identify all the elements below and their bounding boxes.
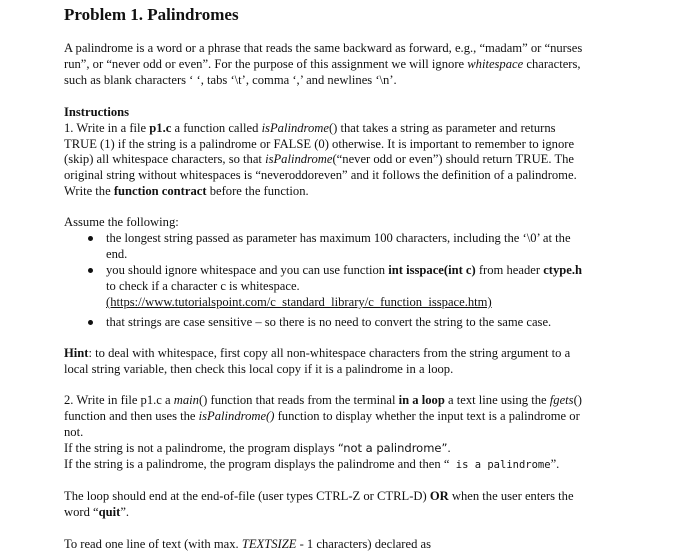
hint-line-2: local string variable, then check this local copy if it is a palindrome in a loop. bbox=[64, 362, 454, 376]
text: you should ignore whitespace and you can use function bbox=[106, 263, 389, 277]
loop-line-1 bbox=[64, 488, 574, 504]
not-palindrome-message: “not a palindrome” bbox=[337, 441, 448, 455]
text: before the function. bbox=[206, 184, 309, 198]
text: () that takes a string as parameter and returns bbox=[328, 121, 556, 135]
is-palindrome-message: is a palindrome bbox=[449, 459, 551, 471]
text: . bbox=[447, 441, 451, 455]
problem-title: Problem 1. Palindromes bbox=[64, 5, 239, 24]
hint-label: Hint bbox=[64, 346, 89, 360]
textsize-constant: TEXTSIZE bbox=[241, 537, 297, 551]
text: word “ bbox=[64, 505, 99, 519]
bullet-dot bbox=[88, 320, 93, 325]
loop-line-2 bbox=[64, 504, 129, 520]
step2-line-2 bbox=[64, 408, 580, 424]
text: ”. bbox=[550, 457, 560, 471]
intro-line-1: A palindrome is a word or a phrase that reads the same backward as forward, e.g., “madam” or “nurses bbox=[64, 41, 583, 55]
whitespace-term: whitespace bbox=[467, 57, 524, 71]
step2-line-5 bbox=[64, 456, 559, 473]
bullet-2-line-2: to check if a character c is whitespace. bbox=[106, 279, 300, 293]
text: when the user enters the bbox=[448, 489, 574, 503]
fgets-function: fgets bbox=[549, 393, 574, 407]
text: If the string is not a palindrome, the program displays bbox=[64, 441, 338, 455]
intro-text: run”, or “never odd or even”. For the purpose of this assignment we will ignore bbox=[64, 57, 468, 71]
step1-line-5 bbox=[64, 183, 309, 199]
text: a text line using the bbox=[444, 393, 550, 407]
text: The loop should end at the end-of-file (user types CTRL-Z or CTRL-D) bbox=[64, 489, 430, 503]
function-name: isPalindrome bbox=[261, 121, 329, 135]
step1-line-3 bbox=[64, 151, 574, 167]
in-a-loop: in a loop bbox=[398, 393, 445, 407]
text: If the string is a palindrome, the program displays the palindrome and then “ bbox=[64, 457, 450, 471]
step2-line-1 bbox=[64, 392, 582, 408]
step1-line-4: original string without whitespaces is “neveroddoreven” and it follows the definition of a palindrome. bbox=[64, 168, 577, 182]
text: ”. bbox=[120, 505, 130, 519]
bullet-dot bbox=[88, 268, 93, 273]
intro-text: characters, bbox=[523, 57, 581, 71]
text: function to display whether the input text is a palindrome or bbox=[274, 409, 580, 423]
isspace-signature: int isspace(int c) bbox=[388, 263, 476, 277]
text: Write the bbox=[64, 184, 114, 198]
function-name: isPalindrome bbox=[265, 152, 333, 166]
intro-line-2 bbox=[64, 56, 581, 72]
text: To read one line of text (with max. bbox=[64, 537, 242, 551]
text: function and then uses the bbox=[64, 409, 199, 423]
text: () bbox=[573, 393, 582, 407]
ctype-header: ctype.h bbox=[543, 263, 583, 277]
isspace-reference-link[interactable]: (https://www.tutorialspoint.com/c_standard_library/c_function_isspace.htm) bbox=[106, 295, 492, 309]
text: - 1 characters) declared as bbox=[296, 537, 432, 551]
text: 1. Write in a file bbox=[64, 121, 150, 135]
intro-line-3: such as blank characters ‘ ‘, tabs ‘\t’, comma ‘,’ and newlines ‘\n’. bbox=[64, 73, 397, 87]
quit-keyword: quit bbox=[98, 505, 121, 519]
step1-line-1 bbox=[64, 120, 556, 136]
text: from header bbox=[475, 263, 544, 277]
filename: p1.c bbox=[149, 121, 172, 135]
bullet-1-line-2: end. bbox=[106, 247, 128, 261]
step1-line-2: TRUE (1) if the string is a palindrome or FALSE (0) otherwise. It is important to remember to ignore bbox=[64, 137, 575, 151]
bullet-3-line-1: that strings are case sensitive – so there is no need to convert the string to the same case. bbox=[106, 315, 552, 329]
bullet-dot bbox=[88, 236, 93, 241]
bullet-2-line-1 bbox=[106, 262, 582, 278]
text: () function that reads from the terminal bbox=[198, 393, 399, 407]
text: a function called bbox=[171, 121, 262, 135]
text: : to deal with whitespace, first copy all non-whitespace characters from the string argument to a bbox=[88, 346, 571, 360]
step2-line-4 bbox=[64, 440, 451, 456]
hint-line-1 bbox=[64, 345, 570, 361]
function-name: isPalindrome() bbox=[198, 409, 275, 423]
readline-line-1 bbox=[64, 536, 431, 552]
text: 2. Write in file p1.c a bbox=[64, 393, 174, 407]
main-function: main bbox=[173, 393, 199, 407]
step2-line-3: not. bbox=[64, 425, 84, 439]
bullet-1-line-1: the longest string passed as parameter has maximum 100 characters, including the ‘\0’ at the bbox=[106, 231, 571, 245]
text: (skip) all whitespace characters, so that bbox=[64, 152, 266, 166]
text: (“never odd or even”) should return TRUE. The bbox=[332, 152, 575, 166]
or-keyword: OR bbox=[429, 489, 449, 503]
function-contract-term: function contract bbox=[113, 184, 207, 198]
assume-lead: Assume the following: bbox=[64, 215, 179, 229]
instructions-heading: Instructions bbox=[64, 105, 130, 119]
